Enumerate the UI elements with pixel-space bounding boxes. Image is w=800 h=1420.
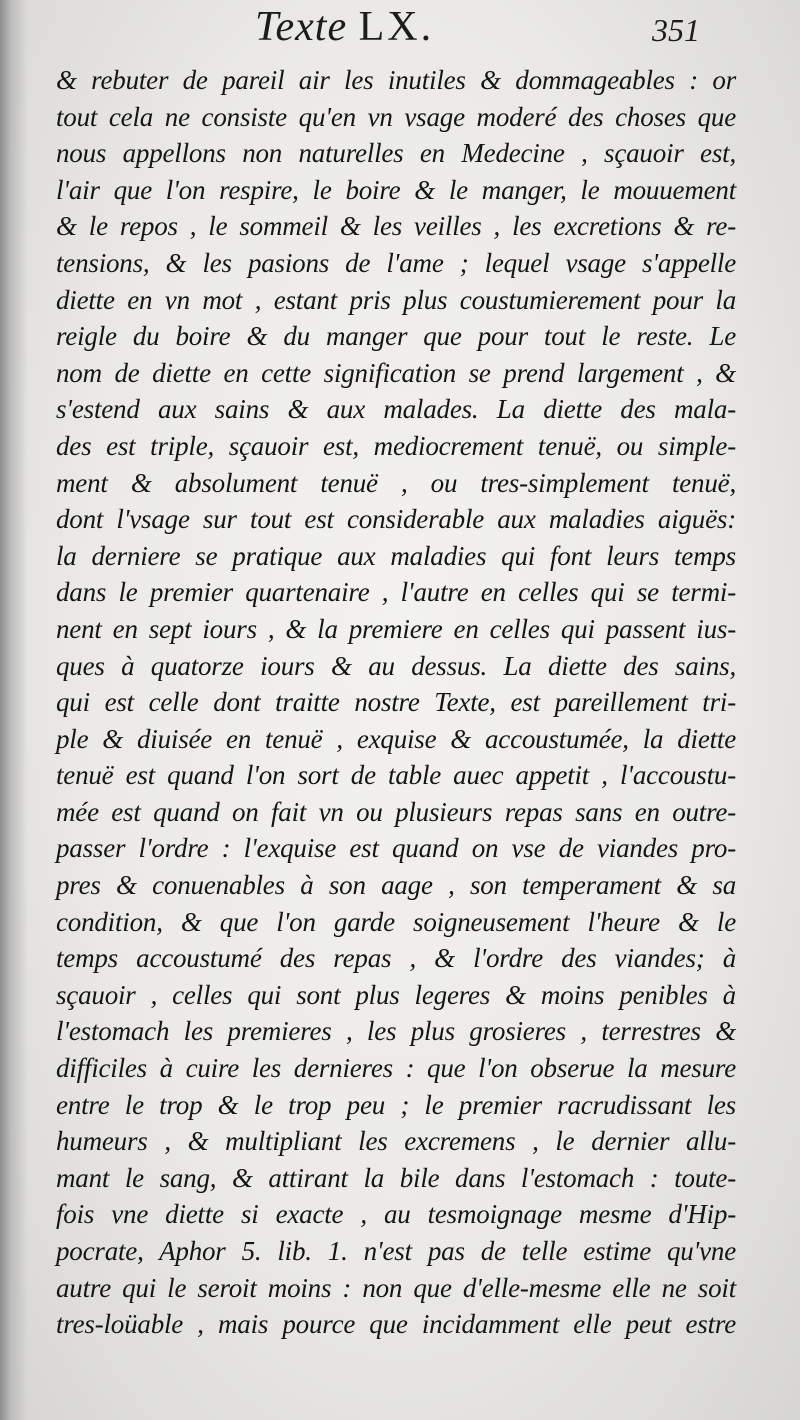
body-text bbox=[56, 62, 736, 1343]
text-line: autre qui le seroit moins : non que d'elle-mesme elle ne soit bbox=[56, 1272, 736, 1303]
text-line: & rebuter de pareil air les inutiles & dommageables : or bbox=[56, 65, 736, 95]
text-line: ple & diuisée en tenuë , exquise & accoustumée, la diette bbox=[56, 723, 736, 754]
text-line: sçauoir , celles qui sont plus legeres & moins penibles à bbox=[56, 979, 736, 1010]
binding-shadow bbox=[0, 0, 28, 1420]
text-line: mée est quand on fait vn ou plusieurs repas sans en outre- bbox=[56, 796, 736, 827]
text-line: pocrate, Aphor 5. lib. 1. n'est pas de telle estime qu'vne bbox=[56, 1236, 736, 1266]
text-line: s'estend aux sains & aux malades. La diette des mala- bbox=[56, 394, 736, 425]
text-line: reigle du boire & du manger que pour tout le reste. Le bbox=[56, 321, 736, 352]
text-line: nous appellons non naturelles en Medecine , sçauoir est, bbox=[56, 138, 736, 169]
text-line: & le repos , le sommeil & les veilles , les excretions & re- bbox=[56, 211, 736, 242]
text-line: tenuë est quand l'on sort de table auec appetit , l'accoustu- bbox=[56, 760, 736, 791]
running-title bbox=[255, 4, 434, 50]
text-line: entre le trop & le trop peu ; le premier racrudissant les bbox=[56, 1089, 736, 1120]
text-line: dans le premier quartenaire , l'autre en celles qui se termi- bbox=[56, 577, 736, 608]
text-line: tout cela ne consiste qu'en vn vsage moderé des choses que bbox=[56, 101, 736, 132]
text-line: temps accoustumé des repas , & l'ordre des viandes; à bbox=[56, 943, 736, 974]
text-line: l'air que l'on respire, le boire & le manger, le mouuement bbox=[56, 174, 736, 205]
page-number: 351 bbox=[652, 12, 700, 48]
text-line: difficiles à cuire les dernieres : que l'on obserue la mesure bbox=[56, 1053, 736, 1084]
text-line: fois vne diette si exacte , au tesmoignage mesme d'Hip- bbox=[56, 1199, 736, 1230]
page-header bbox=[0, 2, 800, 54]
text-line: pres & conuenables à son aage , son temperament & sa bbox=[56, 870, 736, 901]
text-line: qui est celle dont traitte nostre Texte, est pareillement tri- bbox=[56, 687, 736, 718]
text-line: diette en vn mot , estant pris plus coustumierement pour la bbox=[56, 284, 736, 315]
text-line: nent en sept iours , & la premiere en celles qui passent ius- bbox=[56, 613, 736, 644]
text-line: la derniere se pratique aux maladies qui font leurs temps bbox=[56, 540, 736, 571]
text-line: mant le sang, & attirant la bile dans l'estomach : toute- bbox=[56, 1162, 736, 1193]
text-line: dont l'vsage sur tout est considerable aux maladies aiguës: bbox=[56, 504, 736, 535]
text-line: humeurs , & multipliant les excremens , le dernier allu- bbox=[56, 1126, 736, 1157]
running-title-word: Texte bbox=[255, 4, 348, 50]
text-line: ment & absolument tenuë , ou tres-simplement tenuë, bbox=[56, 467, 736, 498]
text-line: nom de diette en cette signification se prend largement , & bbox=[56, 357, 736, 388]
text-line: ques à quatorze iours & au dessus. La diette des sains, bbox=[56, 650, 736, 681]
running-title-number: LX. bbox=[358, 4, 435, 50]
text-line: tensions, & les pasions de l'ame ; lequel vsage s'appelle bbox=[56, 247, 736, 278]
text-line: tres-loüable , mais pource que incidamment elle peut estre bbox=[56, 1309, 736, 1340]
text-line: passer l'ordre : l'exquise est quand on vse de viandes pro- bbox=[56, 833, 736, 864]
text-line: l'estomach les premieres , les plus grosieres , terrestres & bbox=[56, 1016, 736, 1047]
text-line: condition, & que l'on garde soigneusement l'heure & le bbox=[56, 906, 736, 937]
text-line: des est triple, sçauoir est, mediocrement tenuë, ou simple- bbox=[56, 430, 736, 461]
